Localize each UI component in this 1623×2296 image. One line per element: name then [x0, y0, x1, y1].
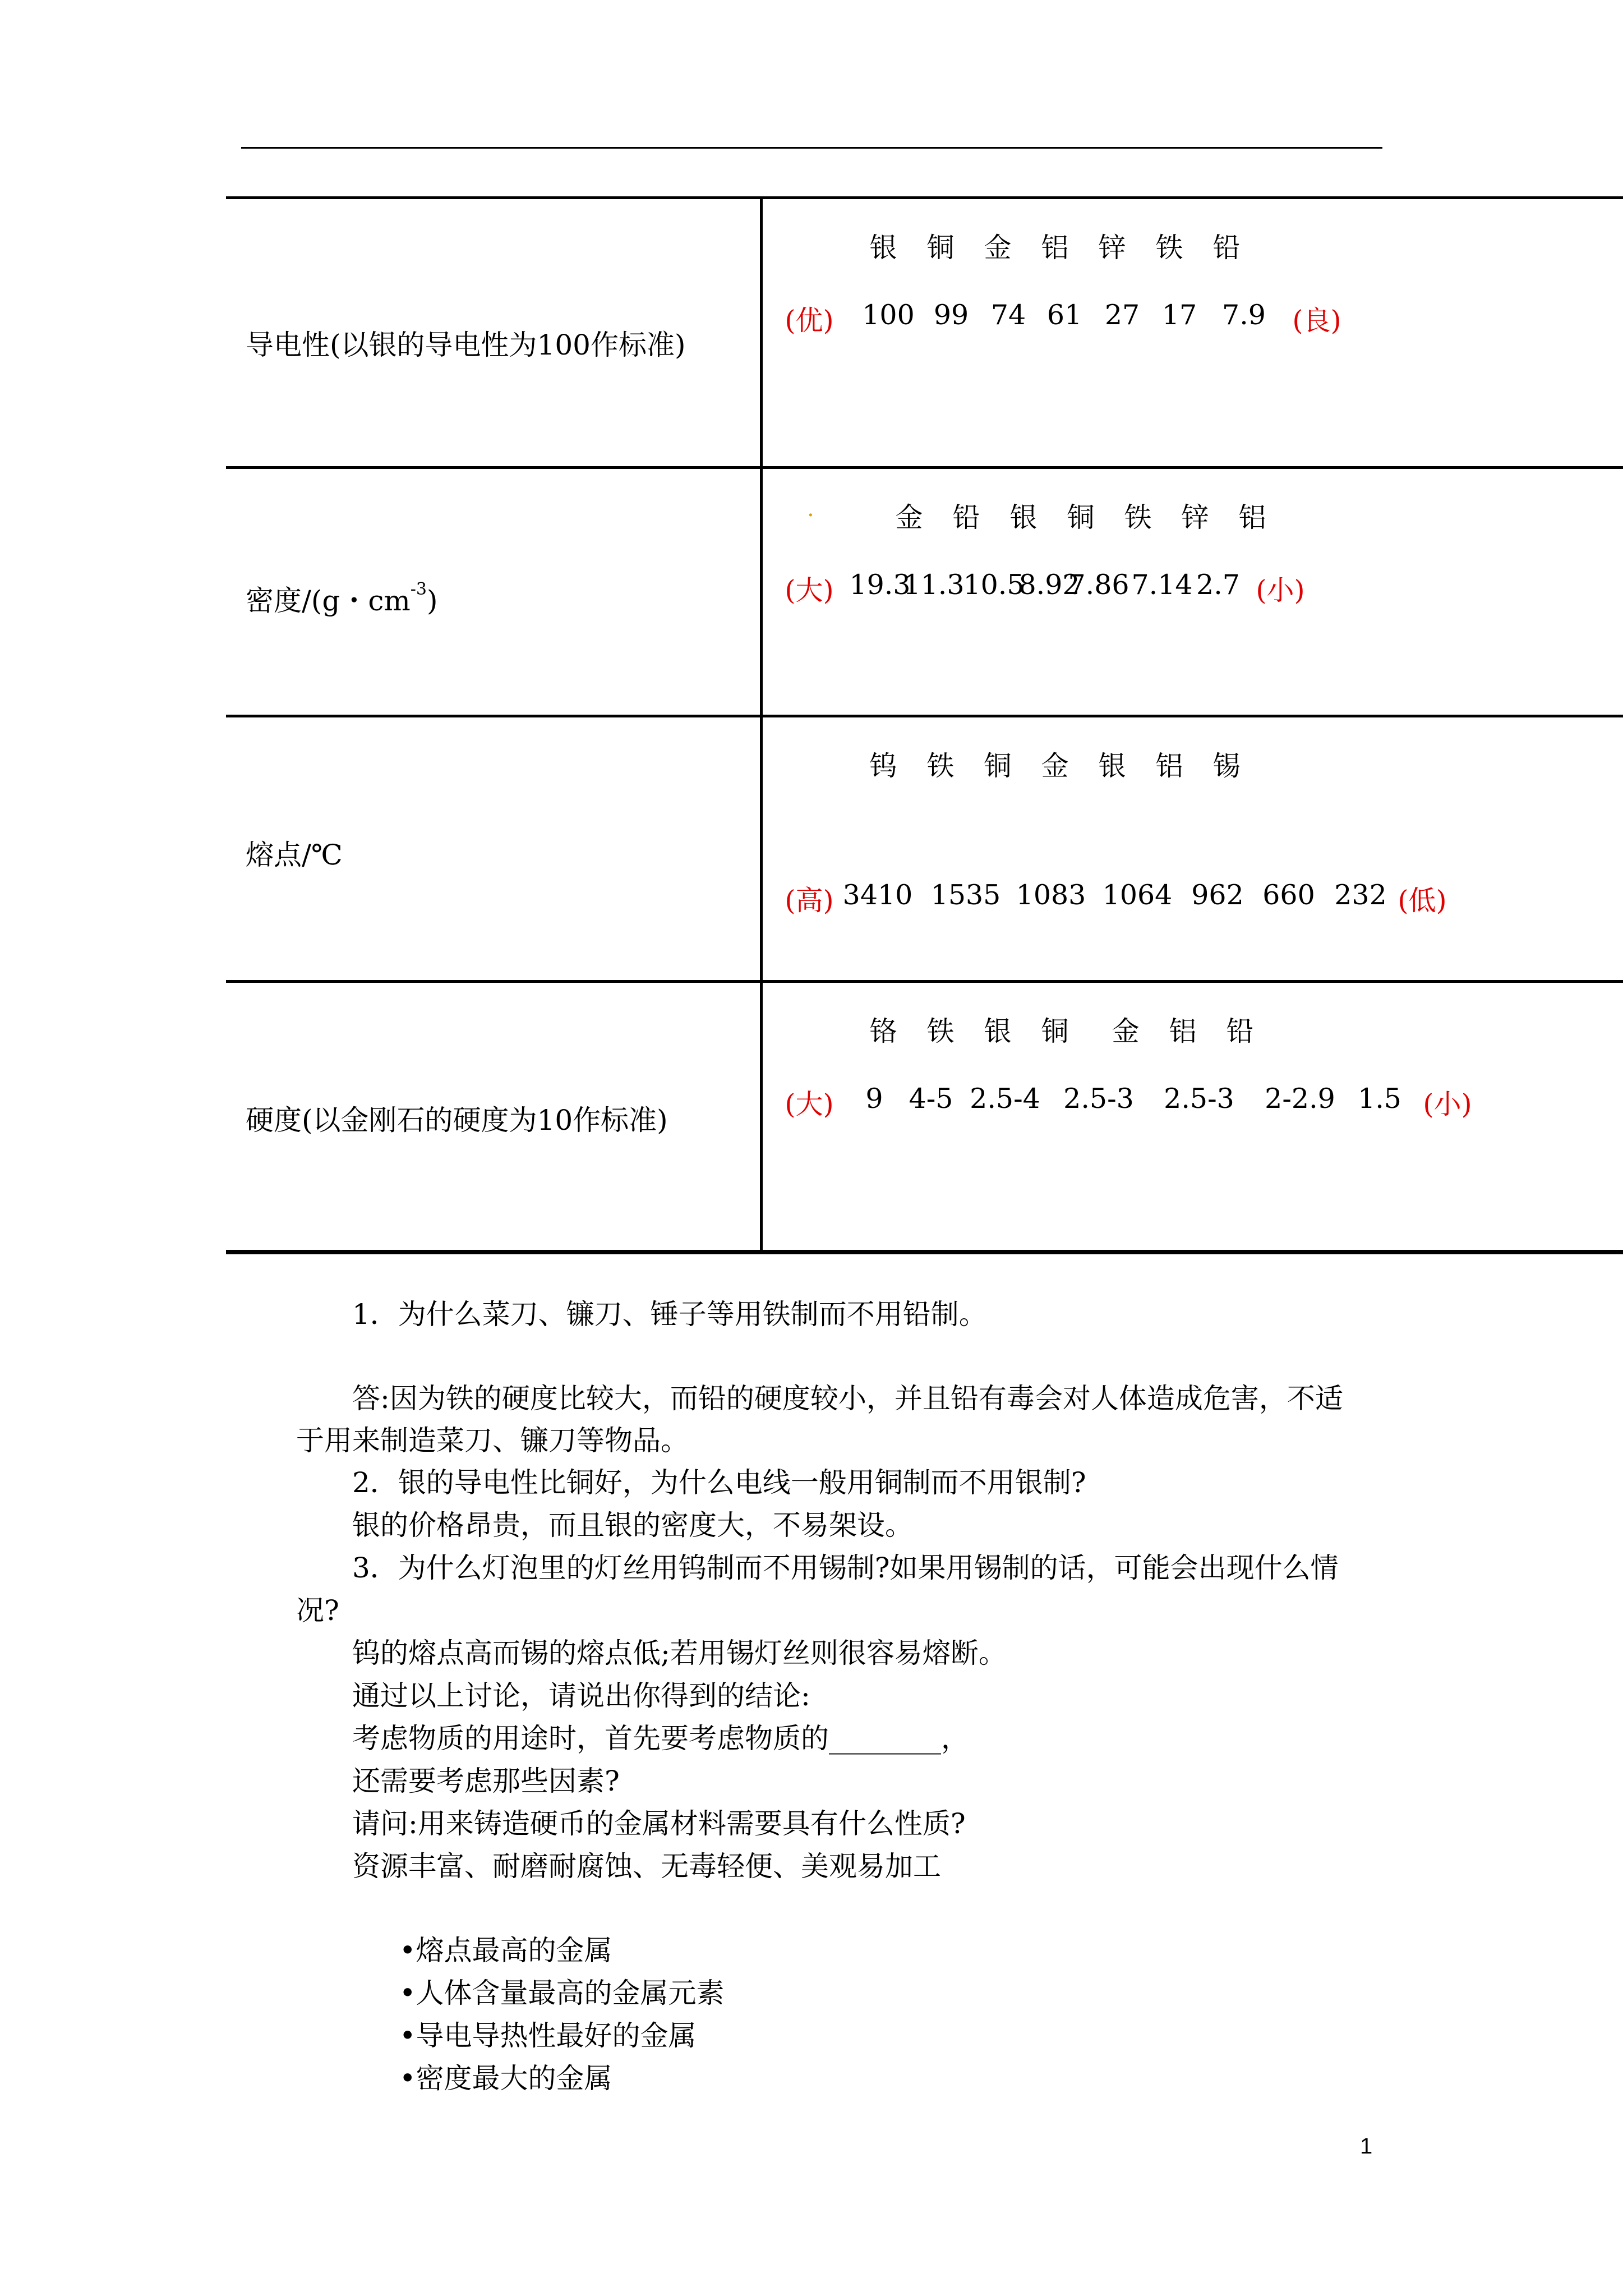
header-rule — [241, 147, 1382, 149]
density-row — [226, 466, 1623, 715]
metal-name: 银 — [869, 232, 897, 264]
value: 99 — [933, 299, 969, 331]
hardness-metals — [855, 1010, 1269, 1049]
coin-answer: 资源丰富、耐磨耐腐蚀、无毒轻便、美观易加工 — [352, 1850, 941, 1883]
coin-question: 请问:用来铸造硬币的金属材料需要具有什么性质? — [352, 1807, 966, 1840]
melting-point-row — [226, 715, 1623, 980]
value: 74 — [990, 299, 1026, 331]
value: 4-5 — [909, 1083, 953, 1115]
metal-name: 锡 — [1212, 750, 1241, 782]
conclusion-line-2: 还需要考虑那些因素? — [352, 1765, 620, 1797]
value: 7.14 — [1131, 569, 1193, 601]
metal-name: 铁 — [1124, 501, 1152, 533]
value: 19.3 — [849, 569, 911, 601]
metal-name: 金 — [984, 232, 1012, 264]
answer-1-line-1: 答:因为铁的硬度比较大，而铅的硬度较小，并且铅有毒会对人体造成危害，不适 — [352, 1382, 1343, 1415]
value: 7.86 — [1068, 569, 1129, 601]
metal-name: 铁 — [926, 750, 955, 782]
value: 7.9 — [1222, 299, 1266, 331]
answer-2: 银的价格昂贵，而且银的密度大，不易架设。 — [352, 1509, 913, 1542]
value: 2.5-4 — [970, 1083, 1040, 1115]
melting-point-label: 熔点/℃ — [246, 839, 343, 871]
value: 660 — [1262, 879, 1315, 911]
bullet-item: •人体含量最高的金属元素 — [399, 1977, 725, 2009]
conductivity-metals — [855, 226, 1255, 265]
value: 1535 — [930, 879, 1001, 911]
value: 27 — [1104, 299, 1140, 331]
answer-1-line-2: 于用来制造菜刀、镰刀等物品。 — [296, 1424, 689, 1457]
value: 10.5 — [963, 569, 1025, 601]
metal-name: 铝 — [1169, 1015, 1197, 1047]
metal-name: 铝 — [1155, 750, 1183, 782]
density-label: 密度/(g・$cm^{-3}$) — [246, 579, 438, 617]
value: 232 — [1334, 879, 1387, 911]
metal-name: 金 — [1112, 1015, 1140, 1047]
low-mark: (小) — [1423, 1088, 1472, 1120]
value: 962 — [1191, 879, 1244, 911]
metal-name: 金 — [895, 501, 923, 533]
conductivity-row — [226, 196, 1623, 466]
value: 2.5-3 — [1164, 1083, 1234, 1115]
dot-mark: . — [807, 496, 814, 522]
metal-name: 锌 — [1098, 232, 1126, 264]
conductivity-label: 导电性(以银的导电性为100作标准) — [246, 329, 686, 361]
value: 11.3 — [903, 569, 965, 601]
value: 2.5-3 — [1063, 1083, 1134, 1115]
bullet-item: •熔点最高的金属 — [399, 1934, 612, 1967]
low-mark: (小) — [1256, 574, 1305, 606]
value: 17 — [1161, 299, 1197, 331]
conclusion-line-1: 考虑物质的用途时，首先要考虑物质的________， — [352, 1722, 969, 1755]
metal-name: 铜 — [926, 232, 955, 264]
metal-name: 锌 — [1181, 501, 1209, 533]
metal-name: 铁 — [1155, 232, 1183, 264]
melting-point-metals — [855, 744, 1255, 784]
metal-name: 银 — [1098, 750, 1126, 782]
hardness-row — [226, 980, 1623, 1254]
metal-name: 金 — [1041, 750, 1069, 782]
metal-name: 银 — [984, 1015, 1012, 1047]
metal-name: 银 — [1009, 501, 1038, 533]
low-mark: (低) — [1398, 885, 1447, 917]
value: 9 — [865, 1083, 883, 1115]
value: 61 — [1046, 299, 1082, 331]
metal-name: 铅 — [952, 501, 980, 533]
low-mark: (良) — [1292, 305, 1341, 337]
value: 3410 — [842, 879, 913, 911]
high-mark: (优) — [785, 305, 834, 337]
metal-name: 钨 — [869, 750, 897, 782]
value: 8.92 — [1018, 569, 1080, 601]
high-mark: (大) — [785, 574, 834, 606]
metal-name: 铅 — [1226, 1015, 1254, 1047]
metal-name: 铜 — [1041, 1015, 1069, 1047]
value: 1064 — [1102, 879, 1173, 911]
page-number: 1 — [1360, 2134, 1373, 2159]
value: 2.7 — [1196, 569, 1240, 601]
value: 1.5 — [1358, 1083, 1401, 1115]
value: 1083 — [1016, 879, 1086, 911]
question-1: 1．为什么菜刀、镰刀、锤子等用铁制而不用铅制。 — [352, 1298, 987, 1331]
hardness-label: 硬度(以金刚石的硬度为10作标准) — [246, 1104, 668, 1137]
metal-name: 铬 — [869, 1015, 897, 1047]
metal-name: 铝 — [1041, 232, 1069, 264]
question-3-line-1: 3．为什么灯泡里的灯丝用钨制而不用锡制?如果用锡制的话，可能会出现什么情 — [352, 1552, 1339, 1584]
metal-name: 铝 — [1238, 501, 1266, 533]
metal-properties-table — [226, 196, 1623, 1254]
value: 100 — [862, 299, 915, 331]
question-3-line-2: 况? — [296, 1594, 339, 1627]
metal-name: 铁 — [926, 1015, 955, 1047]
high-mark: (高) — [785, 885, 834, 917]
metal-name: 铜 — [1067, 501, 1095, 533]
bullet-item: •密度最大的金属 — [399, 2062, 612, 2095]
answer-3: 钨的熔点高而锡的熔点低;若用锡灯丝则很容易熔断。 — [352, 1637, 1007, 1669]
metal-name: 铜 — [984, 750, 1012, 782]
density-metals — [880, 496, 1281, 535]
question-2: 2．银的导电性比铜好，为什么电线一般用铜制而不用银制? — [352, 1466, 1086, 1499]
conclusion-prompt: 通过以上讨论，请说出你得到的结论: — [352, 1680, 810, 1712]
value: 2-2.9 — [1265, 1083, 1335, 1115]
metal-name: 铅 — [1212, 232, 1241, 264]
high-mark: (大) — [785, 1088, 834, 1120]
bullet-item: •导电导热性最好的金属 — [399, 2019, 697, 2052]
